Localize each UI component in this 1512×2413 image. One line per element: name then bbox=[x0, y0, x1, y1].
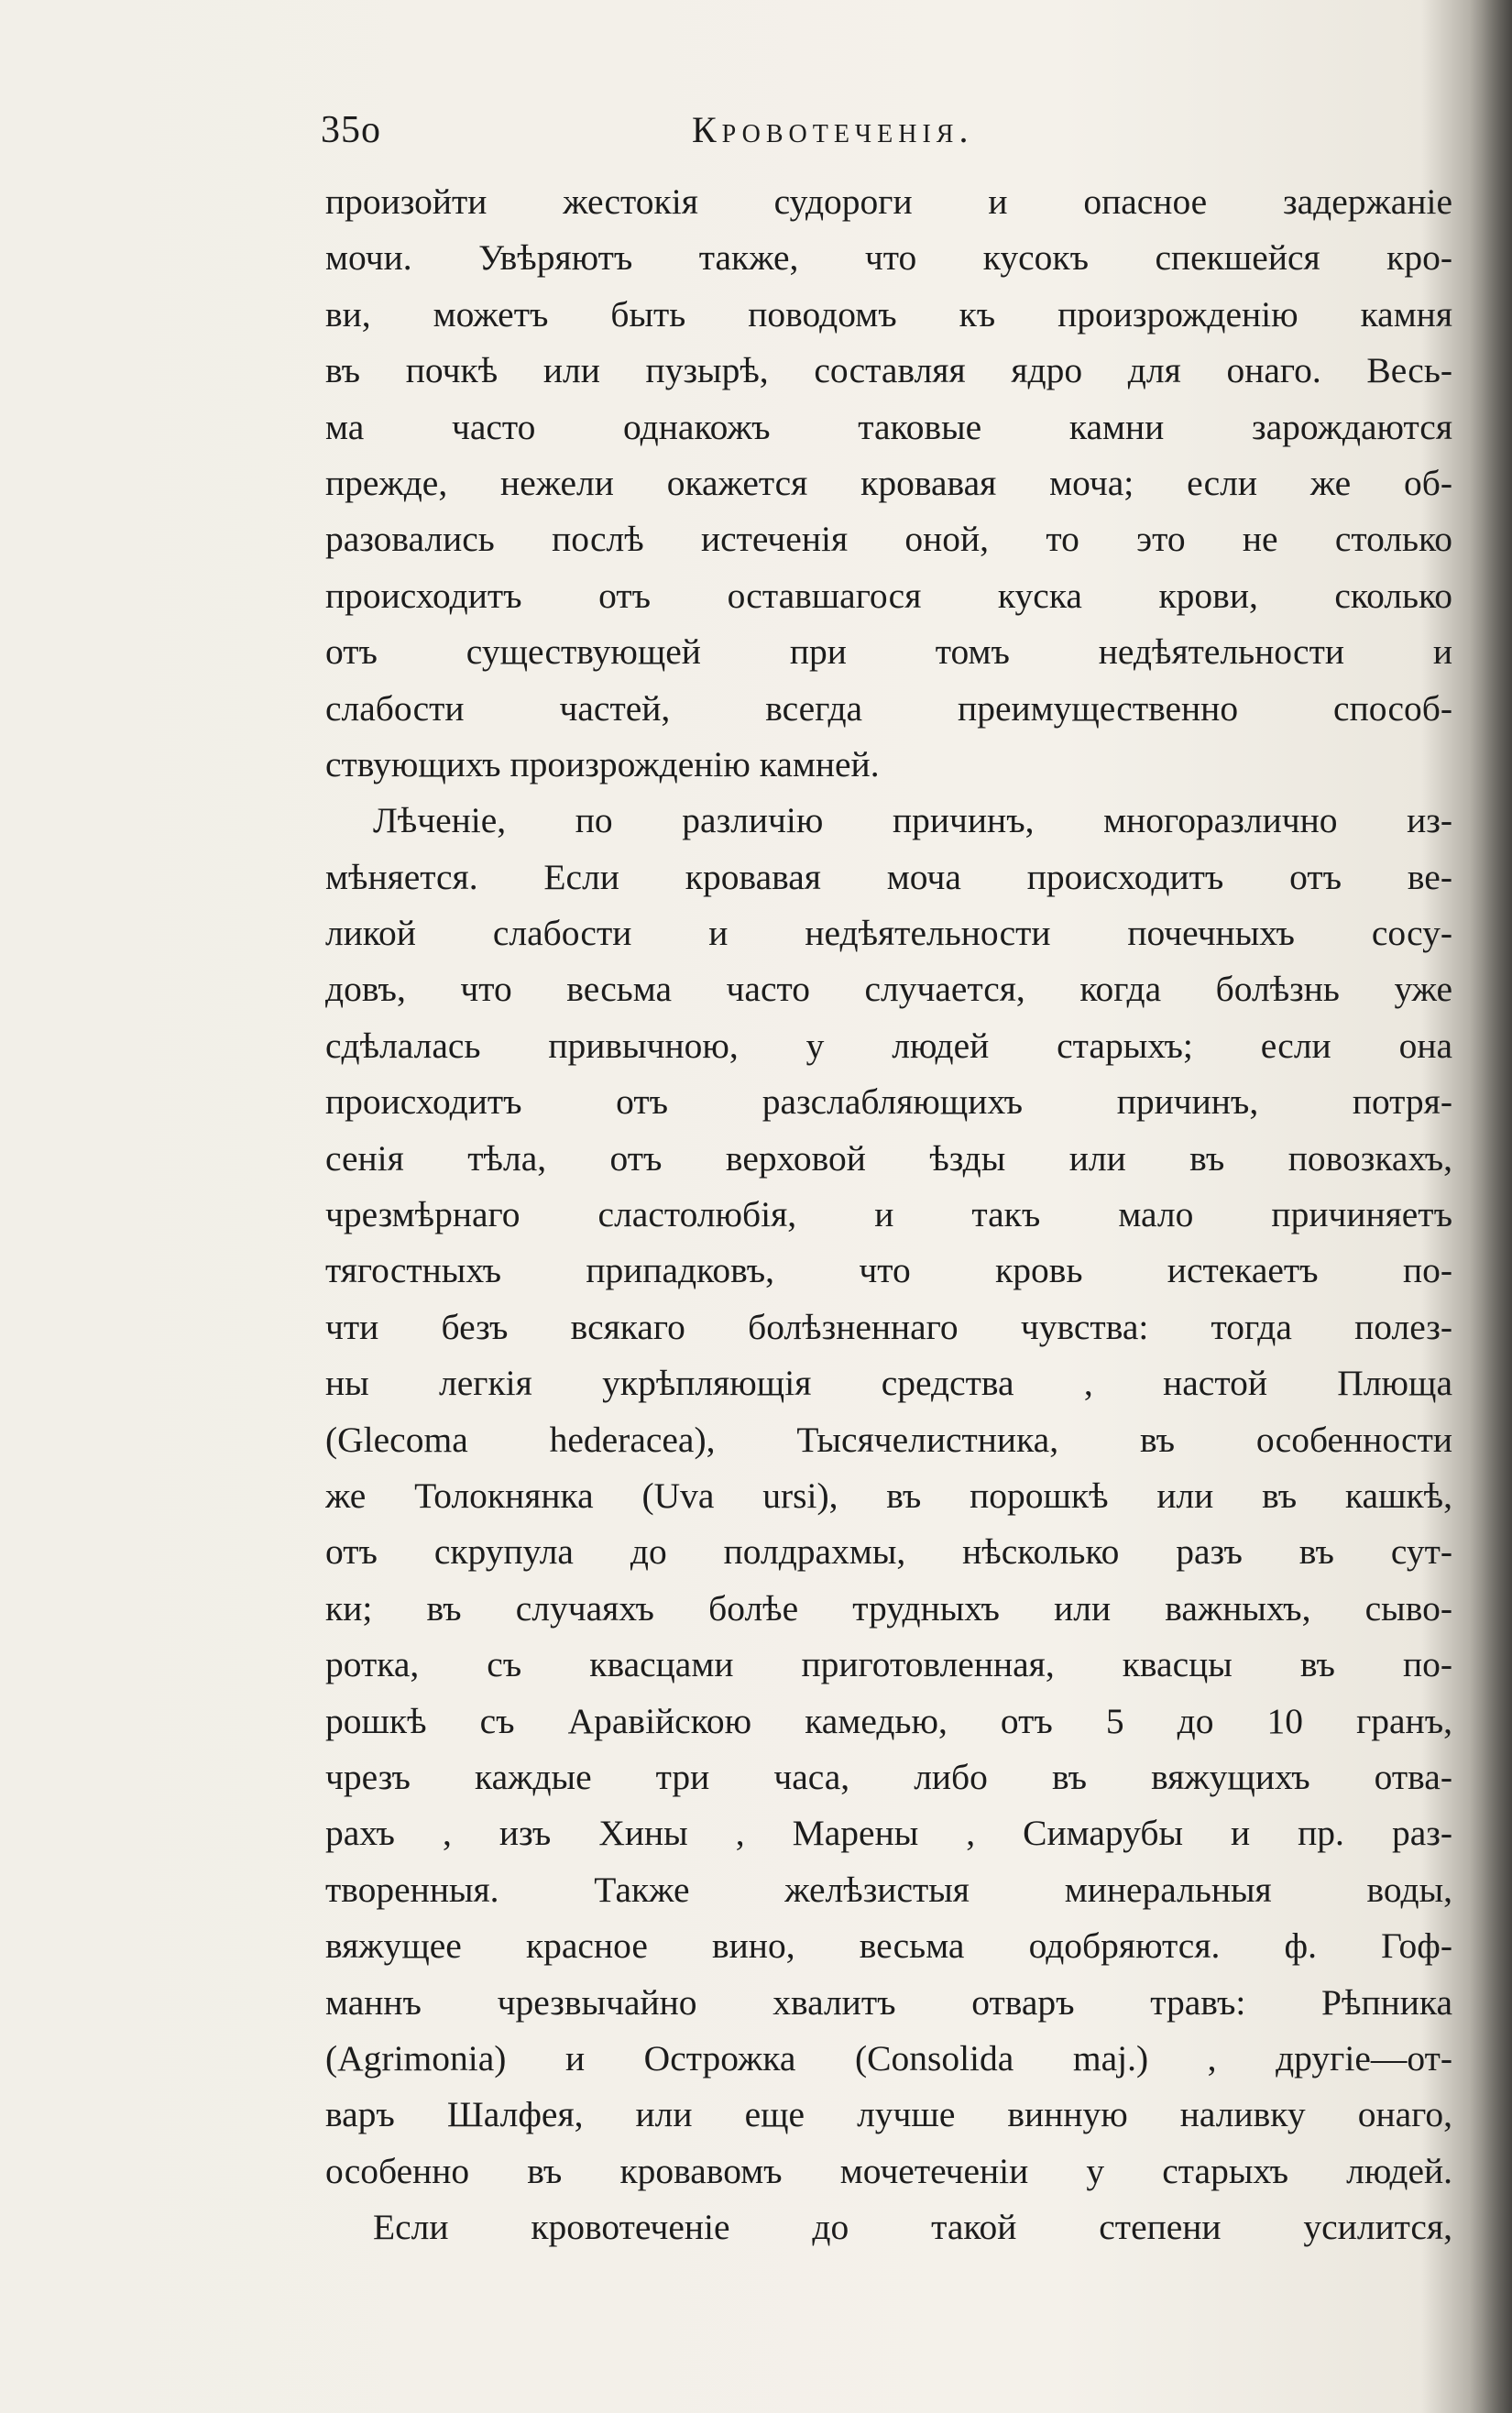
text-line: рахъ , изъ Хины , Марены , Симарубы и пр. раз- bbox=[325, 1813, 1452, 1854]
text-line: ствующихъ произрожденію камней. bbox=[325, 743, 880, 784]
text-line: въ почкѣ или пузырѣ, составляя ядро для онаго. Весь- bbox=[325, 350, 1452, 391]
body-text bbox=[325, 174, 1452, 2255]
text-line: происходитъ отъ оставшагося куска крови, сколько bbox=[325, 575, 1452, 616]
text-line: рошкѣ съ Аравійскою камедью, отъ 5 до 10 гранъ, bbox=[325, 1700, 1452, 1741]
text-line: Лѣченіе, по различію причинъ, многоразлично из- bbox=[373, 800, 1452, 841]
text-line: особенно въ кровавомъ мочетеченіи у старыхъ людей. bbox=[325, 2150, 1452, 2191]
text-line: отъ скрупула до полдрахмы, нѣсколько разъ въ сут- bbox=[325, 1531, 1452, 1573]
text-line: чрезъ каждые три часа, либо въ вяжущихъ отва- bbox=[325, 1756, 1452, 1797]
text-line: ротка, съ квасцами приготовленная, квасцы въ по- bbox=[325, 1644, 1452, 1685]
text-line: слабости частей, всегда преимущественно способ- bbox=[325, 687, 1452, 729]
page-number: 35о bbox=[321, 109, 381, 151]
text-line: сенія тѣла, отъ верховой ѣзды или въ повозкахъ, bbox=[325, 1137, 1452, 1179]
text-line: ки; въ случаяхъ болѣе трудныхъ или важныхъ, сыво- bbox=[325, 1587, 1452, 1629]
text-line: варъ Шалфея, или еще лучше винную наливку онаго, bbox=[325, 2094, 1452, 2135]
text-line: ликой слабости и недѣятельности почечныхъ сосу- bbox=[325, 913, 1452, 954]
text-line: Если кровотеченіе до такой степени усилится, bbox=[373, 2207, 1452, 2248]
text-line: сдѣлалась привычною, у людей старыхъ; если она bbox=[325, 1025, 1452, 1066]
text-line: прежде, нежели окажется кровавая моча; если же об- bbox=[325, 462, 1452, 503]
text-line: довъ, что весьма часто случается, когда болѣзнь уже bbox=[325, 969, 1452, 1010]
text-line: же Толокнянка (Uva ursi), въ порошкѣ или въ кашкѣ, bbox=[325, 1475, 1452, 1516]
text-line: (Glecoma hederacea), Тысячелистника, въ особенности bbox=[325, 1419, 1452, 1460]
page-edge-shadow bbox=[1470, 0, 1512, 2413]
text-line: произойти жестокія судороги и опасное задержаніе bbox=[325, 181, 1452, 222]
text-line: ма часто однакожъ таковые камни зарождаются bbox=[325, 406, 1452, 447]
running-title: Кровотеченія. bbox=[692, 109, 974, 150]
text-line: тягостныхъ припадковъ, что кровь истекаетъ по- bbox=[325, 1250, 1452, 1291]
text-line: (Agrimonia) и Острожка (Consolida maj.) , другіе—от- bbox=[325, 2037, 1452, 2078]
text-line: творенныя. Также желѣзистыя минеральныя воды, bbox=[325, 1869, 1452, 1910]
text-line: ви, можетъ быть поводомъ къ произрожденію камня bbox=[325, 293, 1452, 335]
text-line: происходитъ отъ разслабляющихъ причинъ, потря- bbox=[325, 1081, 1452, 1123]
text-line: мѣняется. Если кровавая моча происходитъ отъ ве- bbox=[325, 856, 1452, 897]
text-line: мочи. Увѣряютъ также, что кусокъ спекшейся кро- bbox=[325, 237, 1452, 279]
page-header bbox=[321, 108, 1457, 163]
text-line: разовались послѣ истеченія оной, то это не столько bbox=[325, 519, 1452, 560]
text-line: ны легкія укрѣпляющія средства , настой Плюща bbox=[325, 1363, 1452, 1404]
text-line: чти безъ всякаго болѣзненнаго чувства: тогда полез- bbox=[325, 1306, 1452, 1347]
text-line: маннъ чрезвычайно хвалитъ отваръ травъ: Рѣпника bbox=[325, 1981, 1452, 2023]
text-line: отъ существующей при томъ недѣятельности и bbox=[325, 631, 1452, 673]
text-line: вяжущее красное вино, весьма одобряются. ф. Гоф- bbox=[325, 1925, 1452, 1967]
text-line: чрезмѣрнаго сластолюбія, и такъ мало причиняетъ bbox=[325, 1194, 1452, 1235]
